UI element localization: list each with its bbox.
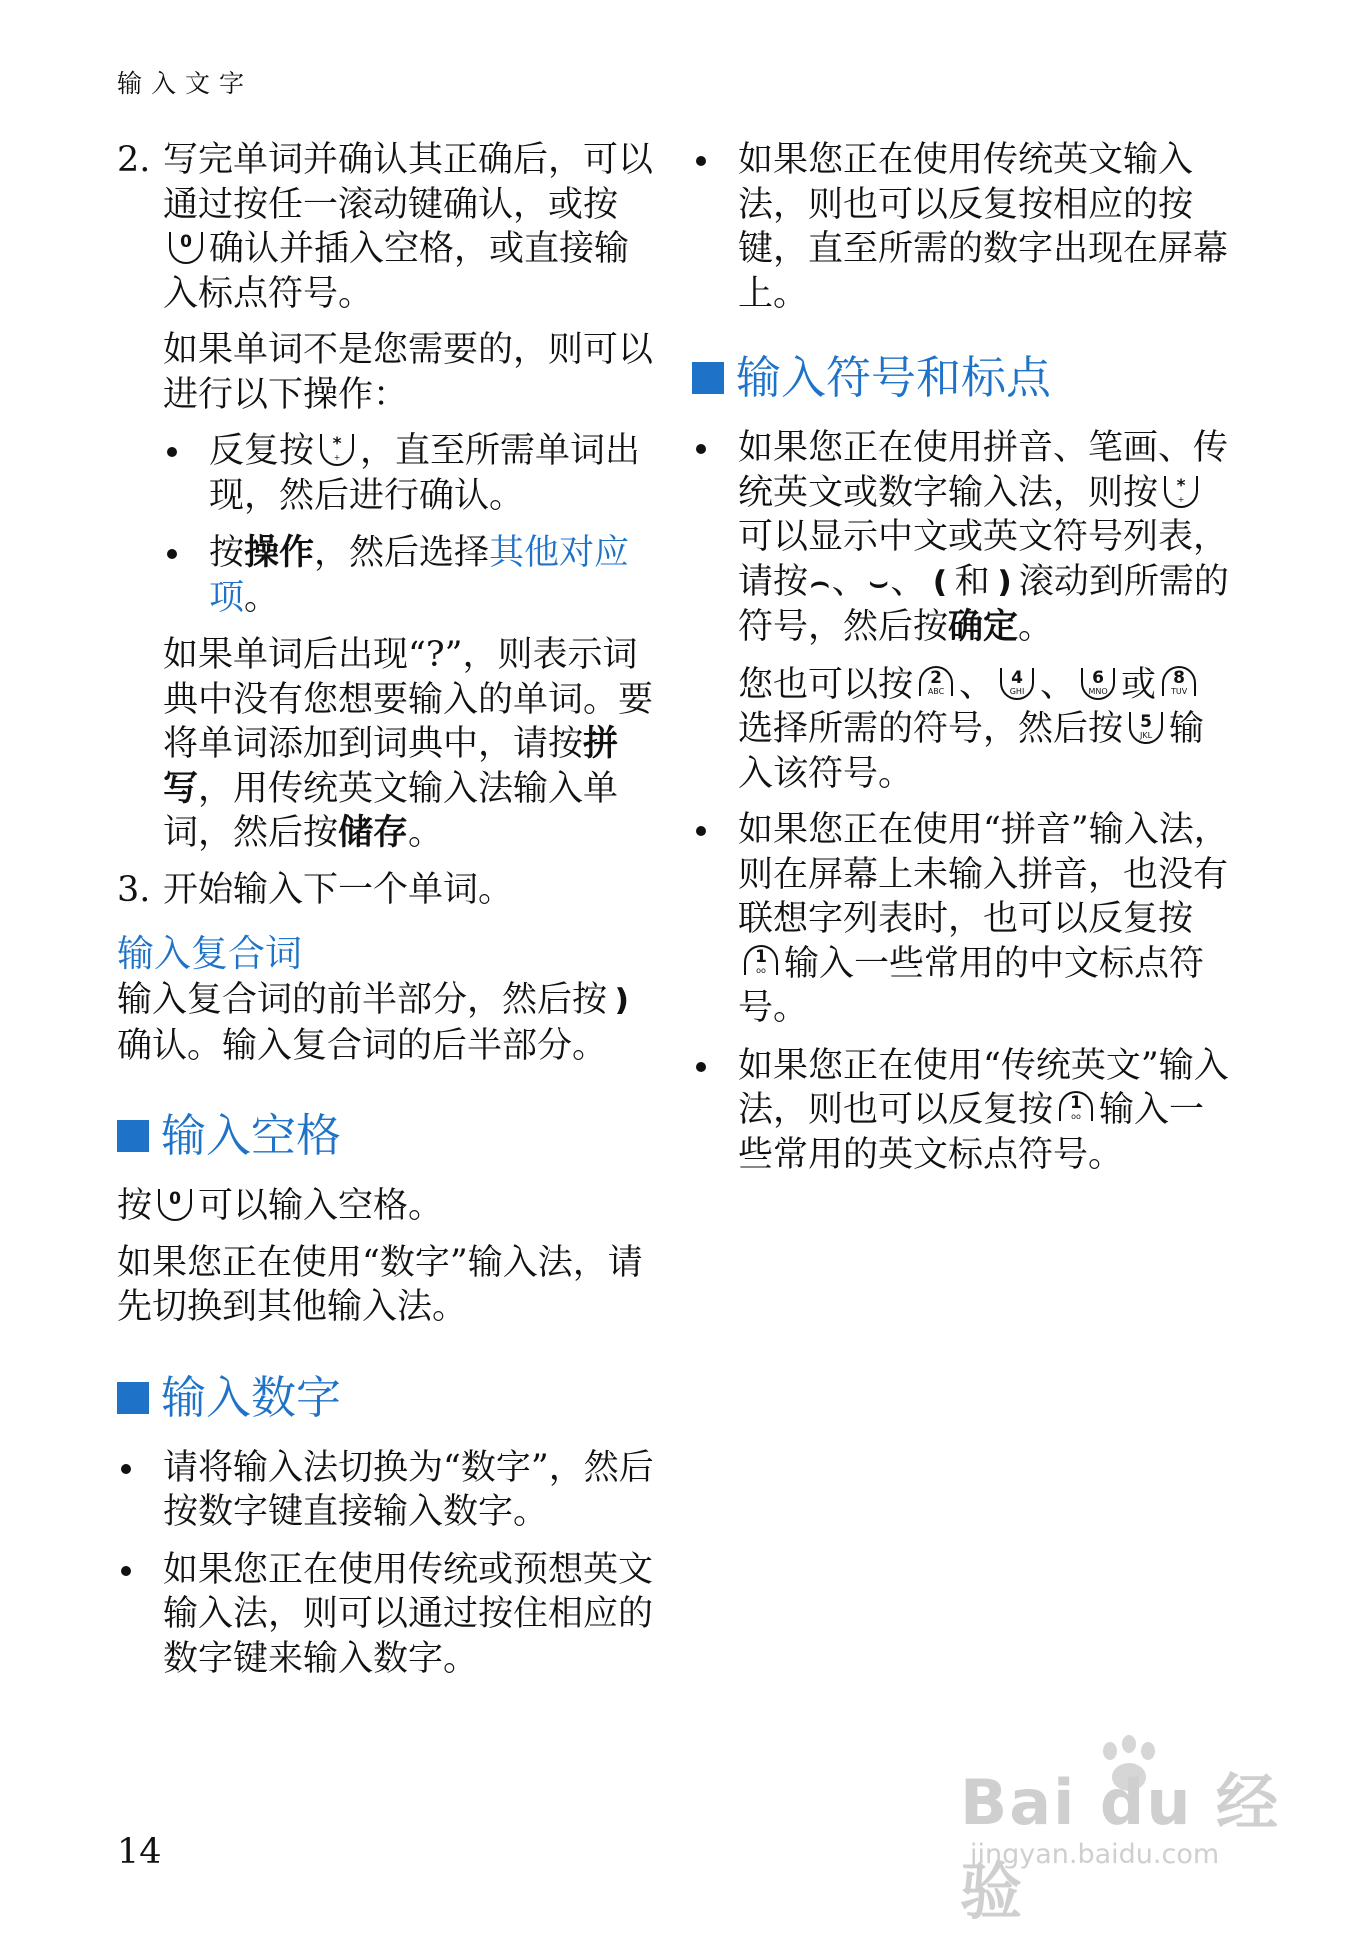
star-key-icon: * + xyxy=(318,430,356,468)
bullet-icon xyxy=(696,1062,706,1072)
step-number: 3. xyxy=(117,869,151,910)
paragraph-symbol-keys: 您也可以按 2 ABC 、 4 GHI 、 6 MNO 或 8 TUV 选择所需的符号，然后按 5 JKL 输入该符号。 xyxy=(738,664,1205,794)
paragraph-question: 如果单词后出现“?”，则表示词典中没有您想要输入的单词。要将单词添加到词典中，请按拼写，用传统英文输入法输入单词，然后按储存。 xyxy=(163,635,654,853)
heading-input-space: 输入空格 xyxy=(117,1108,657,1164)
option-label: 操作 xyxy=(244,533,315,573)
right-column xyxy=(692,138,1232,1190)
step-2: 2. 写完单词并确认其正确后，可以通过按任一滚动键确认，或按 0 确认并插入空格，或直接输入标点符号。 xyxy=(117,140,654,314)
zero-key-icon: 0 xyxy=(156,1185,194,1223)
up-nav-icon: ⌢ xyxy=(810,564,830,600)
bullet-icon xyxy=(167,549,177,559)
page-number: 14 xyxy=(117,1832,162,1872)
bullet-icon xyxy=(121,1464,131,1474)
two-key-icon: 2 ABC xyxy=(917,664,955,702)
bullet-icon xyxy=(696,444,706,454)
zero-key-icon: 0 xyxy=(167,228,205,266)
list-item: 如果您正在使用拼音、笔画、传统英文或数字输入法，则按 * + 可以显示中文或英文符号列表，请按⌢、⌣、❪和❫滚动到所需的符号，然后按确定。 xyxy=(692,426,1232,650)
star-key-icon: * + xyxy=(1162,472,1200,510)
list-item: 如果您正在使用“拼音”输入法，则在屏幕上未输入拼音，也没有联想字列表时，也可以反复按 1 oo 输入一些常用的中文标点符号。 xyxy=(692,808,1232,1031)
one-key-icon: 1 oo xyxy=(742,943,780,981)
save-label: 储存 xyxy=(338,813,409,853)
baidu-watermark xyxy=(960,1735,1290,1928)
other-matches-link[interactable]: 其他对应项 xyxy=(209,533,630,618)
heading-square-icon xyxy=(117,1120,149,1152)
watermark-logo: Bai du 经验 xyxy=(960,1766,1281,1928)
right-nav-icon: ❫ xyxy=(991,564,1017,600)
six-key-icon: 6 MNO xyxy=(1079,664,1117,702)
list-item: 如果您正在使用传统或预想英文输入法，则可以通过按住相应的数字键来输入数字。 xyxy=(117,1548,657,1682)
five-key-icon: 5 JKL xyxy=(1127,708,1165,746)
spell-label: 拼写 xyxy=(163,724,619,809)
ok-label: 确定 xyxy=(948,607,1019,648)
watermark-url: jingyan.baidu.com xyxy=(970,1839,1220,1870)
heading-square-icon xyxy=(692,362,724,394)
bullet-icon xyxy=(167,447,177,457)
right-nav-icon: ❫ xyxy=(609,983,635,1019)
eight-key-icon: 8 TUV xyxy=(1160,664,1198,702)
paragraph-space-numeric: 如果您正在使用“数字”输入法，请先切换到其他输入法。 xyxy=(117,1242,643,1328)
left-column xyxy=(117,138,657,1694)
four-key-icon: 4 GHI xyxy=(998,664,1036,702)
paragraph-compound: 输入复合词的前半部分，然后按❫确认。输入复合词的后半部分。 xyxy=(117,980,635,1066)
heading-input-numbers: 输入数字 xyxy=(117,1370,657,1426)
heading-input-symbols: 输入符号和标点 xyxy=(692,350,1232,406)
bullet-icon xyxy=(121,1566,131,1576)
list-item: 按操作，然后选择其他对应项。 xyxy=(163,531,657,620)
step-3: 3. 开始输入下一个单词。 xyxy=(117,868,657,913)
running-header: 输入文字 xyxy=(117,69,254,98)
down-nav-icon: ⌣ xyxy=(868,564,889,600)
bullet-icon xyxy=(696,156,706,166)
heading-compound-words: 输入复合词 xyxy=(117,932,302,975)
bullet-icon xyxy=(696,826,706,836)
left-nav-icon: ❪ xyxy=(927,564,953,600)
heading-square-icon xyxy=(117,1382,149,1414)
list-item: 反复按 * + ，直至所需单词出现，然后进行确认。 xyxy=(163,429,657,518)
step-number: 2. xyxy=(117,140,151,180)
paragraph-if-not: 如果单词不是您需要的，则可以进行以下操作： xyxy=(163,330,654,415)
list-item: 请将输入法切换为“数字”，然后按数字键直接输入数字。 xyxy=(117,1446,657,1535)
list-item: 如果您正在使用传统英文输入法，则也可以反复按相应的按键，直至所需的数字出现在屏幕上。 xyxy=(692,138,1232,316)
paragraph-space: 按 0 可以输入空格。 xyxy=(117,1186,444,1227)
one-key-icon: 1 oo xyxy=(1057,1089,1095,1127)
list-item: 如果您正在使用“传统英文”输入法，则也可以反复按 1 oo 输入一些常用的英文标点符号。 xyxy=(692,1044,1232,1178)
